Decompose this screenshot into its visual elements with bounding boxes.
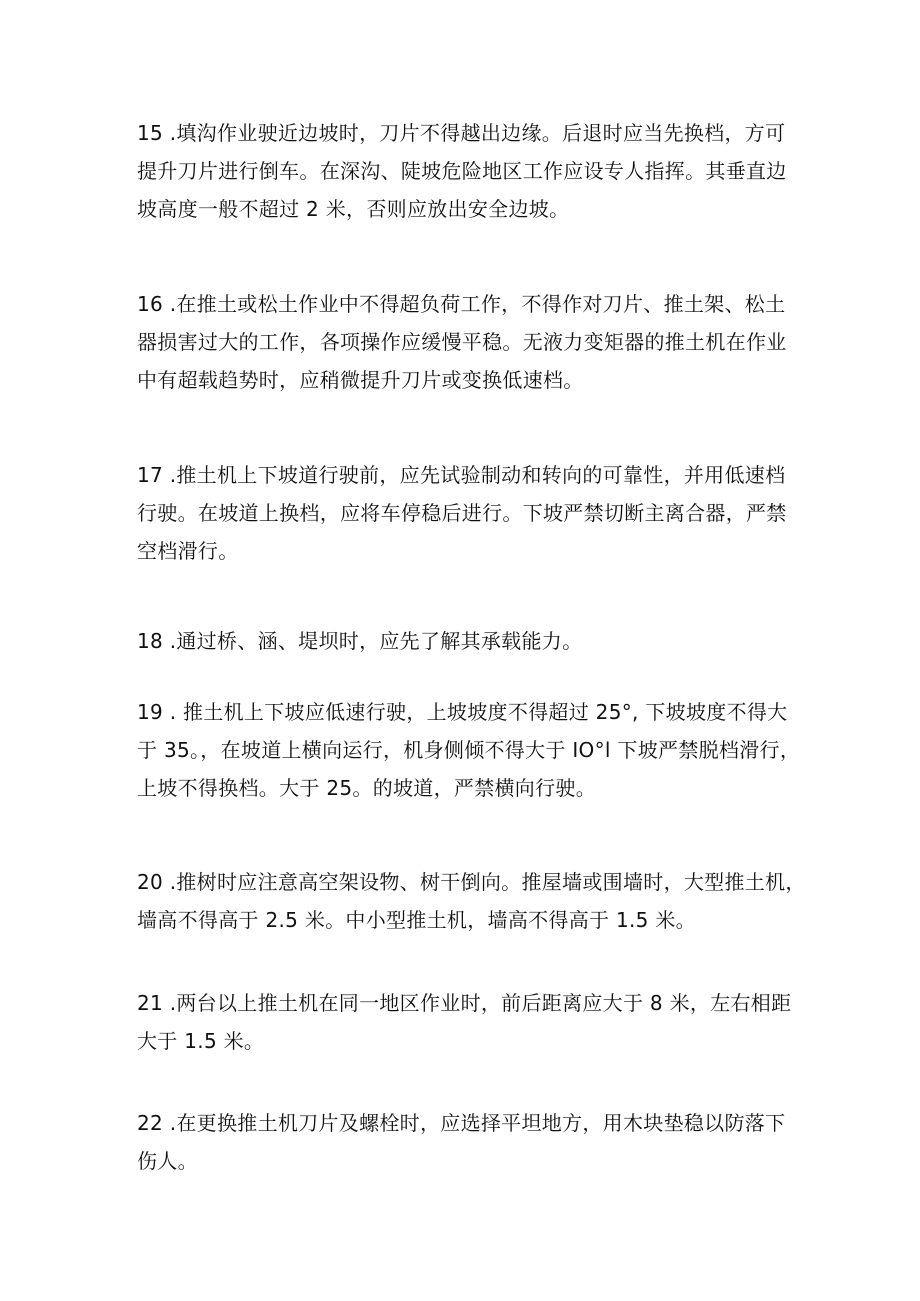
text-line: 伤人。 (137, 1149, 198, 1173)
rule-item-21 (137, 984, 792, 1060)
text-line: 18 .通过桥、涵、堤坝时，应先了解其承载能力。 (137, 629, 583, 653)
rule-item-17 (137, 456, 787, 570)
rule-item-16 (137, 285, 787, 399)
rule-item-18 (137, 622, 787, 660)
text-line: 20 .推树时应注意高空架设物、树干倒向。推屋墙或围墙时，大型推土机， (137, 870, 806, 894)
rule-item-20 (137, 863, 806, 939)
text-line: 空档滑行。 (137, 539, 239, 563)
text-line: 坡高度一般不超过 2 米，否则应放出安全边坡。 (137, 197, 570, 221)
text-line: 提升刀片进行倒车。在深沟、陡坡危险地区工作应设专人指挥。其垂直边 (137, 159, 787, 183)
text-line: 19 . 推土机上下坡应低速行驶，上坡坡度不得超过 25°, 下坡坡度不得大 (137, 700, 788, 724)
text-line: 15 .填沟作业驶近边坡时，刀片不得越出边缘。后退时应当先换档，方可 (137, 121, 786, 145)
text-line: 器损害过大的工作，各项操作应缓慢平稳。无液力变矩器的推土机在作业 (137, 330, 787, 354)
text-line: 21 .两台以上推土机在同一地区作业时，前后距离应大于 8 米，左右相距 (137, 991, 792, 1015)
text-line: 大于 1.5 米。 (137, 1029, 265, 1053)
text-line: 墙高不得高于 2.5 米。中小型推土机，墙高不得高于 1.5 米。 (137, 908, 696, 932)
text-line: 中有超载趋势时，应稍微提升刀片或变换低速档。 (137, 368, 584, 392)
text-line: 上坡不得换档。大于 25。的坡道，严禁横向行驶。 (137, 776, 597, 800)
text-line: 16 .在推土或松土作业中不得超负荷工作，不得作对刀片、推土架、松土 (137, 292, 786, 316)
text-line: 于 35。，在坡道上横向运行，机身侧倾不得大于 IO°l 下坡严禁脱档滑行， (137, 738, 801, 762)
text-line: 17 .推土机上下坡道行驶前，应先试验制动和转向的可靠性，并用低速档 (137, 463, 786, 487)
text-line: 22 .在更换推土机刀片及螺栓时，应选择平坦地方，用木块垫稳以防落下 (137, 1111, 786, 1135)
rule-item-15 (137, 114, 787, 228)
text-line: 行驶。在坡道上换档，应将车停稳后进行。下坡严禁切断主离合器，严禁 (137, 501, 787, 525)
rule-item-22 (137, 1104, 787, 1180)
rule-item-19 (137, 693, 801, 807)
